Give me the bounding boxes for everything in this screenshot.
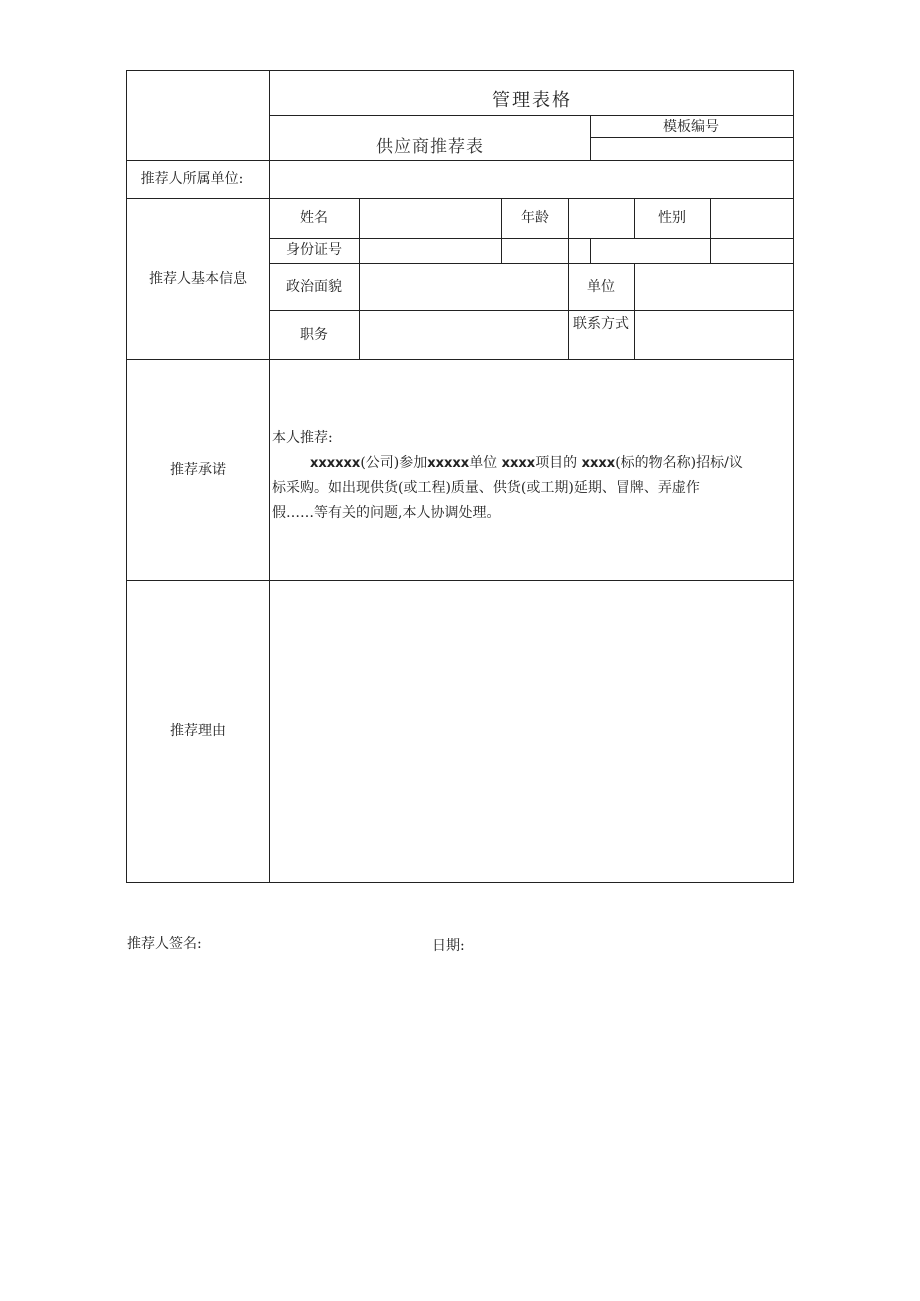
divider-id-row — [270, 263, 794, 264]
divider-title — [270, 115, 794, 116]
form-name: 供应商推荐表 — [376, 137, 484, 157]
gender-value-divider — [710, 198, 711, 263]
table-border-left — [126, 70, 127, 883]
gender-label: 性别 — [658, 210, 686, 226]
divider-unit — [126, 198, 794, 199]
table-border-top — [126, 70, 794, 71]
header-column-divider — [590, 115, 591, 160]
table-border-bottom — [126, 882, 794, 883]
contact-label: 联系方式 — [573, 316, 629, 332]
commitment-text — [272, 426, 792, 526]
commitment-line-1 — [272, 451, 792, 476]
age-label: 年龄 — [521, 210, 549, 226]
table-border-right — [793, 70, 794, 883]
signature-label: 推荐人签名: — [127, 936, 202, 952]
id-number-label: 身份证号 — [286, 242, 342, 258]
gender-label-divider — [634, 198, 635, 238]
divider-commitment — [126, 580, 794, 581]
age-label-divider — [501, 198, 502, 263]
commitment-label: 推荐承诺 — [170, 462, 226, 478]
divider-political-row — [270, 310, 794, 311]
age-value-divider — [568, 198, 569, 359]
basic-info-label: 推荐人基本信息 — [149, 271, 247, 287]
project-placeholder: xxxx — [501, 456, 536, 471]
label-column-divider — [269, 70, 270, 883]
commitment-seg-3: 项目的 — [535, 455, 578, 471]
name-label: 姓名 — [300, 210, 328, 226]
divider-header — [126, 160, 794, 161]
political-status-label: 政治面貌 — [286, 279, 342, 295]
commitment-intro: 本人推荐: — [272, 430, 333, 446]
name-value-divider — [359, 198, 360, 359]
template-no-label: 模板编号 — [663, 119, 719, 135]
commitment-line-2: 标采购。如出现供货(或工程)质量、供货(或工期)延期、冒牌、弄虚作 — [272, 480, 700, 496]
commitment-line-3: 假……等有关的问题,本人协调处理。 — [272, 505, 501, 521]
id-cell-divider — [590, 238, 591, 263]
divider-name-row — [270, 238, 794, 239]
commitment-seg-1: (公司)参加 — [360, 455, 428, 471]
position-label: 职务 — [300, 327, 328, 343]
company-placeholder: xxxxxx — [310, 456, 361, 471]
divider-basic-info — [126, 359, 794, 360]
unit-value-divider — [634, 263, 635, 359]
item-placeholder: xxxx — [581, 456, 616, 471]
date-label: 日期: — [432, 938, 465, 954]
reason-label: 推荐理由 — [170, 723, 226, 739]
form-title: 管理表格 — [492, 90, 572, 111]
divider-template-no — [590, 137, 794, 138]
work-unit-label: 单位 — [587, 279, 615, 295]
commitment-seg-4: (标的物名称)招标/议 — [615, 455, 743, 471]
unit-placeholder: xxxxx — [427, 456, 470, 471]
commitment-seg-2: 单位 — [469, 455, 498, 471]
recommender-unit-label: 推荐人所属单位: — [140, 171, 244, 187]
